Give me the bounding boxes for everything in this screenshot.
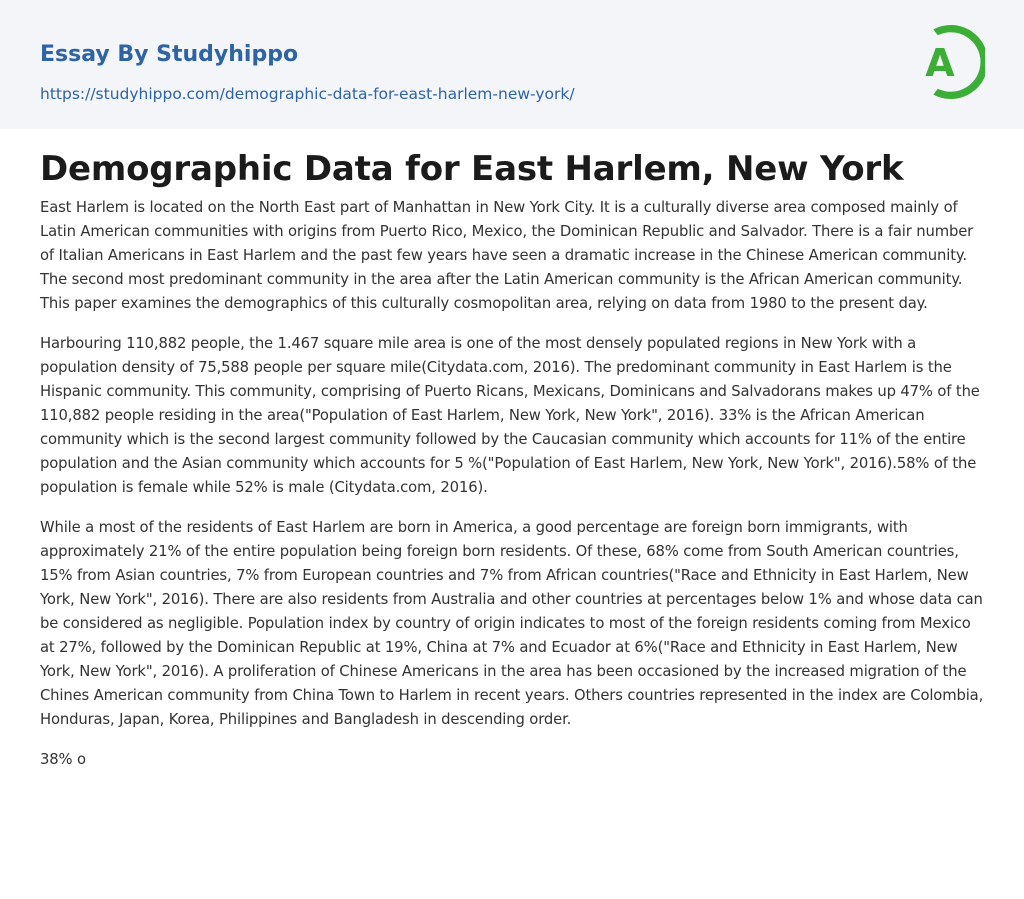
studyhippo-logo-icon[interactable] [913,19,985,105]
article-title: Demographic Data for East Harlem, New York [40,149,904,189]
article-paragraph-3: While a most of the residents of East Harlem are born in America, a good percentage are foreign born immigrants, with approximately 21% of the entire population being foreign born residents. Of these, 68% come from South American countries, 15% from Asian countries, 7% from European countries and 7% from African countries("Race and Ethnicity in East Harlem, New York, New York", 2016). There are also residents from Australia and other countries at percentages below 1% and whose data can be considered as negligible. Population index by country of origin indicates to most of the foreign residents coming from Mexico at 27%, followed by the Dominican Republic at 19%, China at 7% and Ecuador at 6%("Race and Ethnicity in East Harlem, New York, New York", 2016). A proliferation of Chinese Americans in the area has been occasioned by the increased migration of the Chines American community from China Town to Harlem in recent years. Others countries represented in the index are Colombia, Honduras, Japan, Korea, Philippines and Bangladesh in descending order. [40,519,984,728]
article [0,129,1024,772]
article-paragraph-2: Harbouring 110,882 people, the 1.467 square mile area is one of the most densely populated regions in New York with a population density of 75,588 people per square mile(Citydata.com, 2016). The predominant community in East Harlem is the Hispanic community. This community, comprising of Puerto Ricans, Mexicans, Dominicans and Salvadorans makes up 47% of the 110,882 people residing in the area("Population of East Harlem, New York, New York", 2016). 33% is the African American community which is the second largest community followed by the Caucasian community which accounts for 11% of the entire population and the Asian community which accounts for 5 %("Population of East Harlem, New York, New York", 2016).58% of the population is female while 52% is male (Citydata.com, 2016). [40,335,980,496]
brand-title: Essay By Studyhippo [40,42,299,67]
source-url-link[interactable]: https://studyhippo.com/demographic-data-for-east-harlem-new-york/ [40,85,575,103]
site-header [0,0,1024,129]
article-paragraph-4: 38% o [40,751,86,768]
logo-letter: A [925,41,955,85]
article-paragraph-1: East Harlem is located on the North East part of Manhattan in New York City. It is a culturally diverse area composed mainly of Latin American communities with origins from Puerto Rico, Mexico, the Dominican Republic and Salvador. There is a fair number of Italian Americans in East Harlem and the past few years have seen a dramatic increase in the Chinese American community. The second most predominant community in the area after the Latin American community is the African American community. This paper examines the demographics of this culturally cosmopolitan area, relying on data from 1980 to the present day. [40,199,974,312]
